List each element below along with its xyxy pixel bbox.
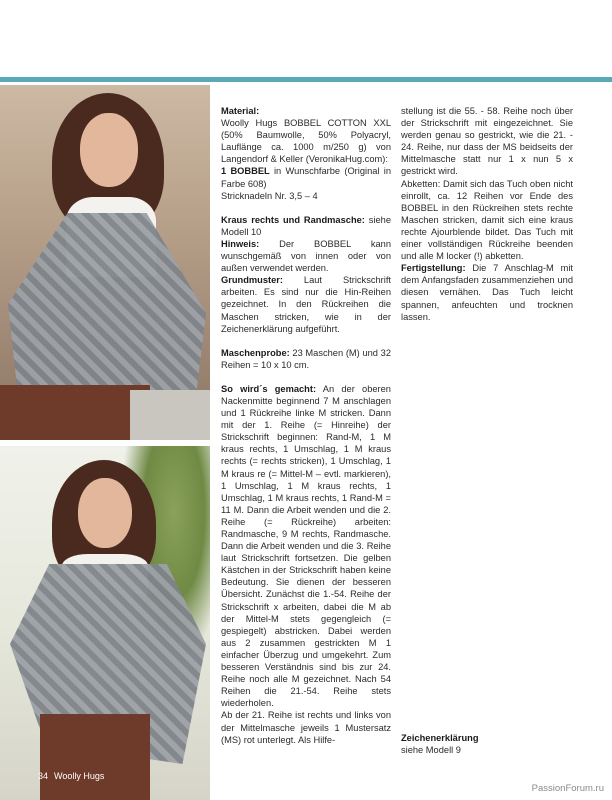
face-shape	[78, 478, 132, 548]
kraus-title: Kraus rechts und Randmasche:	[221, 214, 365, 225]
bobbel-bold: 1 BOBBEL	[221, 166, 270, 177]
sowirds-body: An der oberen Nackenmitte beginnend 7 M anschlagen und 1 Rückreihe linke M stricken. Dann mit der 1. Reihe (= Hinreihe) der Strickschrift beginnen: Rand-M, 1 M kraus rechts, 1 Umschlag, 1 M kraus rechts (= rechts stricken), 1 Umschlag, 1 M kraus re (= Mittel-M – evtl. markieren), 1 Umschlag, 1 M kraus rechts, 1 Umschlag, 1 M kraus rechts, 1 Rand-M = 11 M. Dann die Arbeit wenden und die 2. Reihe (= Rückreihe) arbeiten: Randmasche, 9 M rechts, Randmasche. Dann die Arbeit wenden und die 3. Reihe laut Strickschrift fortsetzen. Die gelben Kästchen in der Strickschrift haben keine Bedeutung. Sie dienen der besseren Übersicht. Zunächst die 1.-54. Reihe der Strickschrift x arbeiten, dabei die M ab der Mittel-M stets gegengleich (= gespiegelt) abstricken. Dabei werden aus 2 zusammen gestrickten M 1 einfacher Überzug und umgekehrt. Zum besseren Verständnis sind bis zur 24. Reihe noch alle M gezeichnet. Nach 54 Reihen die 21.-54. Reihe stets wiederholen.	[221, 383, 391, 709]
pants-shape	[0, 385, 150, 440]
page-number: 34	[38, 771, 49, 781]
maschenprobe-title: Maschenprobe:	[221, 347, 290, 358]
shawl-shape	[8, 213, 206, 395]
page-footer	[38, 771, 104, 781]
ab21-body: Ab der 21. Reihe ist rechts und links von der Mittelmasche jeweils 1 Mustersatz (MS) rot unterlegt. Als Hilfe-	[221, 710, 391, 745]
material-title: Material:	[221, 106, 260, 116]
grundmuster-title: Grundmuster:	[221, 275, 283, 286]
zeichen-title: Zeichenerklärung	[401, 733, 479, 743]
needles-text: Stricknadeln Nr. 3,5 – 4	[221, 190, 318, 201]
hinweis-body: Der BOBBEL kann wunschgemäß von innen oder von außen verwendet werden.	[221, 238, 391, 274]
photo-woman-seated	[0, 85, 210, 440]
grundmuster-body: Laut Strickschrift arbeiten. Es sind nur die Hin-Reihen gezeichnet. In den Rückreihen die Maschen stricken, wie in der Zeichenerklärung aufgeführt.	[221, 275, 391, 334]
watermark-credit: PassionForum.ru	[531, 783, 604, 794]
header-accent-bar	[0, 77, 612, 82]
bobbel-rest: in Wunschfarbe (Original in Farbe 608)	[221, 166, 391, 189]
magazine-name: Woolly Hugs	[54, 771, 105, 781]
continuation-body: stellung ist die 55. - 58. Reihe noch über der Strickschrift mit eingezeichnet. Sie werden genau so gestrickt, wie die 21. - 24. Reihe, nur dass der MS beidseits der Mittelmasche statt nur 1 x nun 5 x gestrickt wird.	[401, 106, 573, 177]
fertigstellung-title: Fertigstellung:	[401, 263, 466, 274]
abketten-body: Abketten: Damit sich das Tuch oben nicht einrollt, ca. 12 Reihen vor Ende des BOBBEL in den Rückreihen stets rechte Maschen stricken, damit sich eine kraus rechte Ajourblende bildet. Das Tuch mit einer vollständigen Rückreihe beenden und alle M locker (!) abketten.	[401, 178, 573, 262]
face-shape	[80, 113, 138, 187]
maschenprobe-body: 23 Maschen (M) und 32 Reihen = 10 x 10 cm.	[221, 347, 391, 370]
kraus-body: siehe Modell 10	[221, 214, 391, 237]
material-body: Woolly Hugs BOBBEL COTTON XXL (50% Baumwolle, 50% Polyacryl, Lauflänge ca. 1000 m/250 g) von Langendorf & Keller (VeronikaHug.com):	[221, 118, 391, 165]
seat-shape	[130, 390, 210, 440]
pants-shape	[40, 714, 150, 800]
legend-reference	[401, 732, 573, 756]
instructions-column-2	[401, 105, 573, 323]
zeichen-body: siehe Modell 9	[401, 745, 461, 756]
photo-woman-standing	[0, 446, 210, 800]
hinweis-title: Hinweis:	[221, 238, 260, 249]
fertigstellung-body: Die 7 Anschlag-M mit dem Anfangsfaden zusammenziehen und diesen vernähen. Das Tuch leicht spannen, anfeuchten und trocknen lassen.	[401, 263, 573, 322]
sowirds-title: So wird´s gemacht:	[221, 383, 317, 394]
instructions-column-1	[221, 105, 391, 746]
